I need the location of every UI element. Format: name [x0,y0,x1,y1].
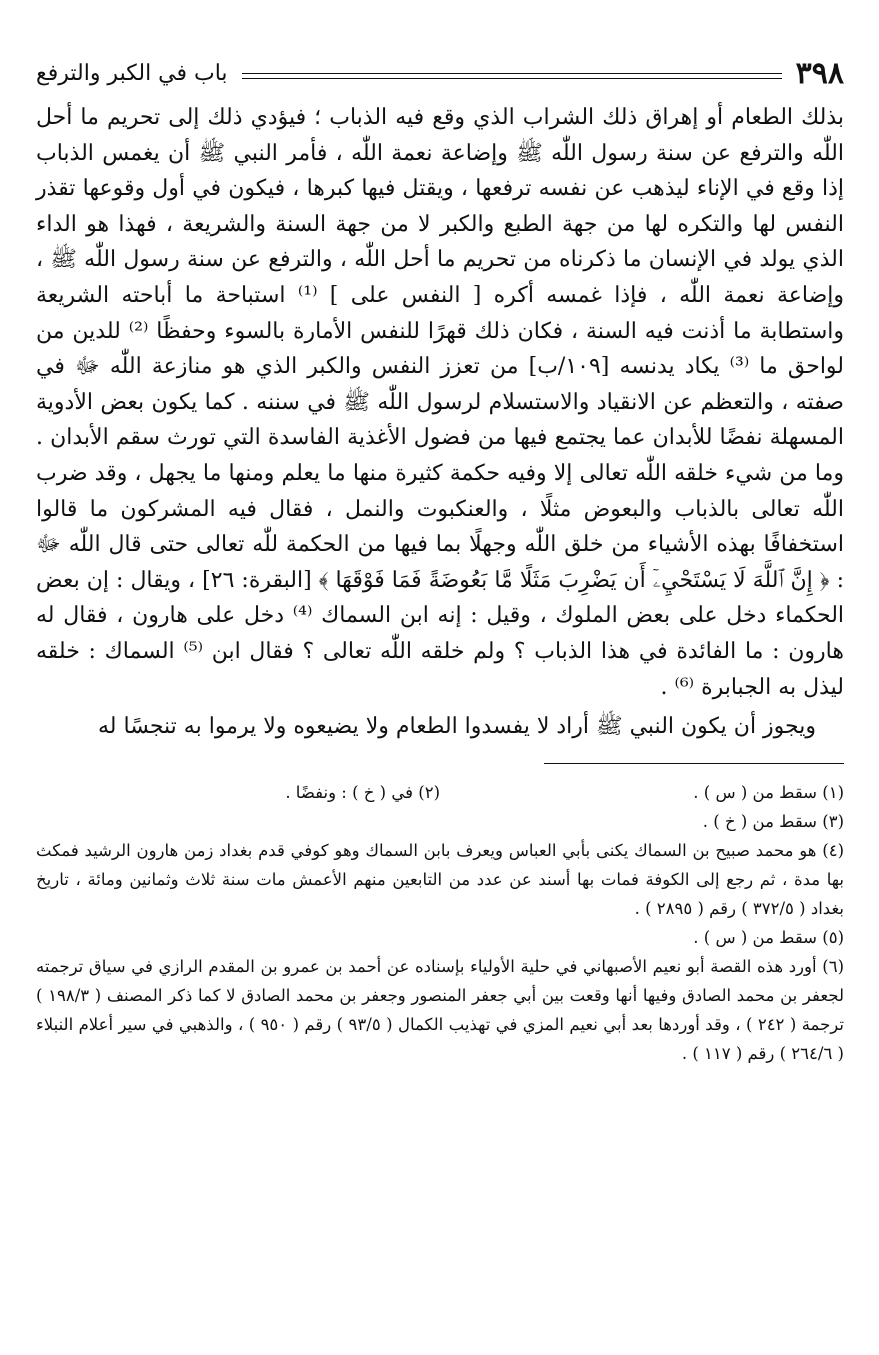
paragraph-1: بذلك الطعام أو إهراق ذلك الشراب الذي وقع فيه الذباب ؛ فيؤدي ذلك إلى تحريم ما أحل اللّٰه والترفع عن سنة رسول اللّٰه ﷺ وإضاعة نعمة اللّٰه ، فأمر النبي ﷺ أن يغمس الذباب إذا وقع في الإناء ليذهب عن نفسه ترفعها ، ويقتل فيها كبرها ، فيكون في أول وقوعها تقذر النفس لها والتكره لها من جهة الطبع والكبر لا من جهة السنة والشريعة ، فهذا هو الداء الذي يولد في الإنسان ما ذكرناه من تحريم ما أحل اللّٰه ، والترفع عن سنة رسول اللّٰه ﷺ ، وإضاعة نعمة اللّٰه ، فإذا غمسه أكره [ النفس على ] ⁽¹⁾ استباحة ما أباحته الشريعة واستطابة ما أذنت فيه السنة ، فكان ذلك قهرًا للنفس الأمارة بالسوء وحفظًا ⁽²⁾ للدين من لواحق ما ⁽³⁾ يكاد يدنسه [١٠٩/ب] من تعزز النفس والكبر الذي هو منازعة اللّٰه ﷻ في صفته ، والتعظم عن الانقياد والاستسلام لرسول اللّٰه ﷺ في سننه . كما يكون بعض الأدوية المسهلة نفضًا للأبدان عما يجتمع فيها من فضول الأغذية الفاسدة التي تورث سقم الأبدان . وما من شيء خلقه اللّٰه تعالى إلا وفيه حكمة كثيرة منها ما يعلم ومنها ما يجهل ، وقد ضرب اللّٰه تعالى بالذباب والبعوض مثلًا ، والعنكبوت والنمل ، فقال فيه المشركون ما قالوا استخفافًا بهذه الأشياء من خلق اللّٰه وجهلًا بما فيها من الحكمة للّٰه تعالى حتى قال اللّٰه ﷻ : ﴿ إِنَّ ٱللَّهَ لَا يَسْتَحْيِۦٓ أَن يَضْرِبَ مَثَلًا مَّا بَعُوضَةً فَمَا فَوْقَهَا ﴾ [البقرة: ٢٦] ، ويقال : إن بعض الحكماء دخل على بعض الملوك ، وقيل : إنه ابن السماك ⁽⁴⁾ دخل على هارون ، فقال له هارون : ما الفائدة في هذا الذباب ؟ ولم خلقه اللّٰه تعالى ؟ فقال ابن ⁽⁵⁾ السماك : خلقه ليذل به الجبابرة ⁽⁶⁾ . [36,105,845,700]
footnote-separator [544,763,844,764]
footnote-3: (٣) سقط من ( خ ) . [702,811,844,831]
book-page [36,52,844,1068]
footnote-1: (١) سقط من ( س ) . [693,782,844,802]
footnote-row [36,778,844,807]
footnotes [36,778,844,1068]
footnote-4: (٤) هو محمد صبيح بن السماك يكنى بأبي العباس ويعرف بابن السماك وهو كوفي قدم بغداد زمن هارون الرشيد فمكث بها مدة ، ثم رجع إلى الكوفة فمات بها أسند عن عدد من التابعين منهم الأعمش مات سنة ثلاث وثمانين ومائة ، تاريخ بغداد ( ٣٧٢/٥ ) رقم ( ٢٨٩٥ ) . [36,840,844,918]
main-text [36,100,844,745]
paragraph-2: ويجوز أن يكون النبي ﷺ أراد لا يفسدوا الطعام ولا يضيعوه ولا يرموا به تنجسًا له [98,714,816,740]
footnote-2: (٢) في ( خ ) : ونفضًا . [285,782,440,802]
footnote-6: (٦) أورد هذه القصة أبو نعيم الأصبهاني في حلية الأولياء بإسناده عن أحمد بن عمرو بن المقدم الرازي في سياق ترجمته لجعفر بن محمد الصادق وفيها أنها وقعت بين أبي جعفر المنصور وجعفر بن محمد الصادق لا كما ذكر المصنف ( ١٩٨/٣ ) ترجمة ( ٢٤٢ ) ، وقد أوردها بعد أبي نعيم المزي في تهذيب الكمال ( ٩٣/٥ ) رقم ( ٩٥٠ ) ، والذهبي في سير أعلام النبلاء ( ٢٦٤/٦ ) رقم ( ١١٧ ) . [36,956,844,1063]
page-header [36,52,844,94]
footnote-5: (٥) سقط من ( س ) . [693,927,844,947]
header-double-rule [242,73,782,79]
page-number: ٣٩٨ [795,55,844,91]
running-title: باب في الكبر والترفع [36,60,228,86]
